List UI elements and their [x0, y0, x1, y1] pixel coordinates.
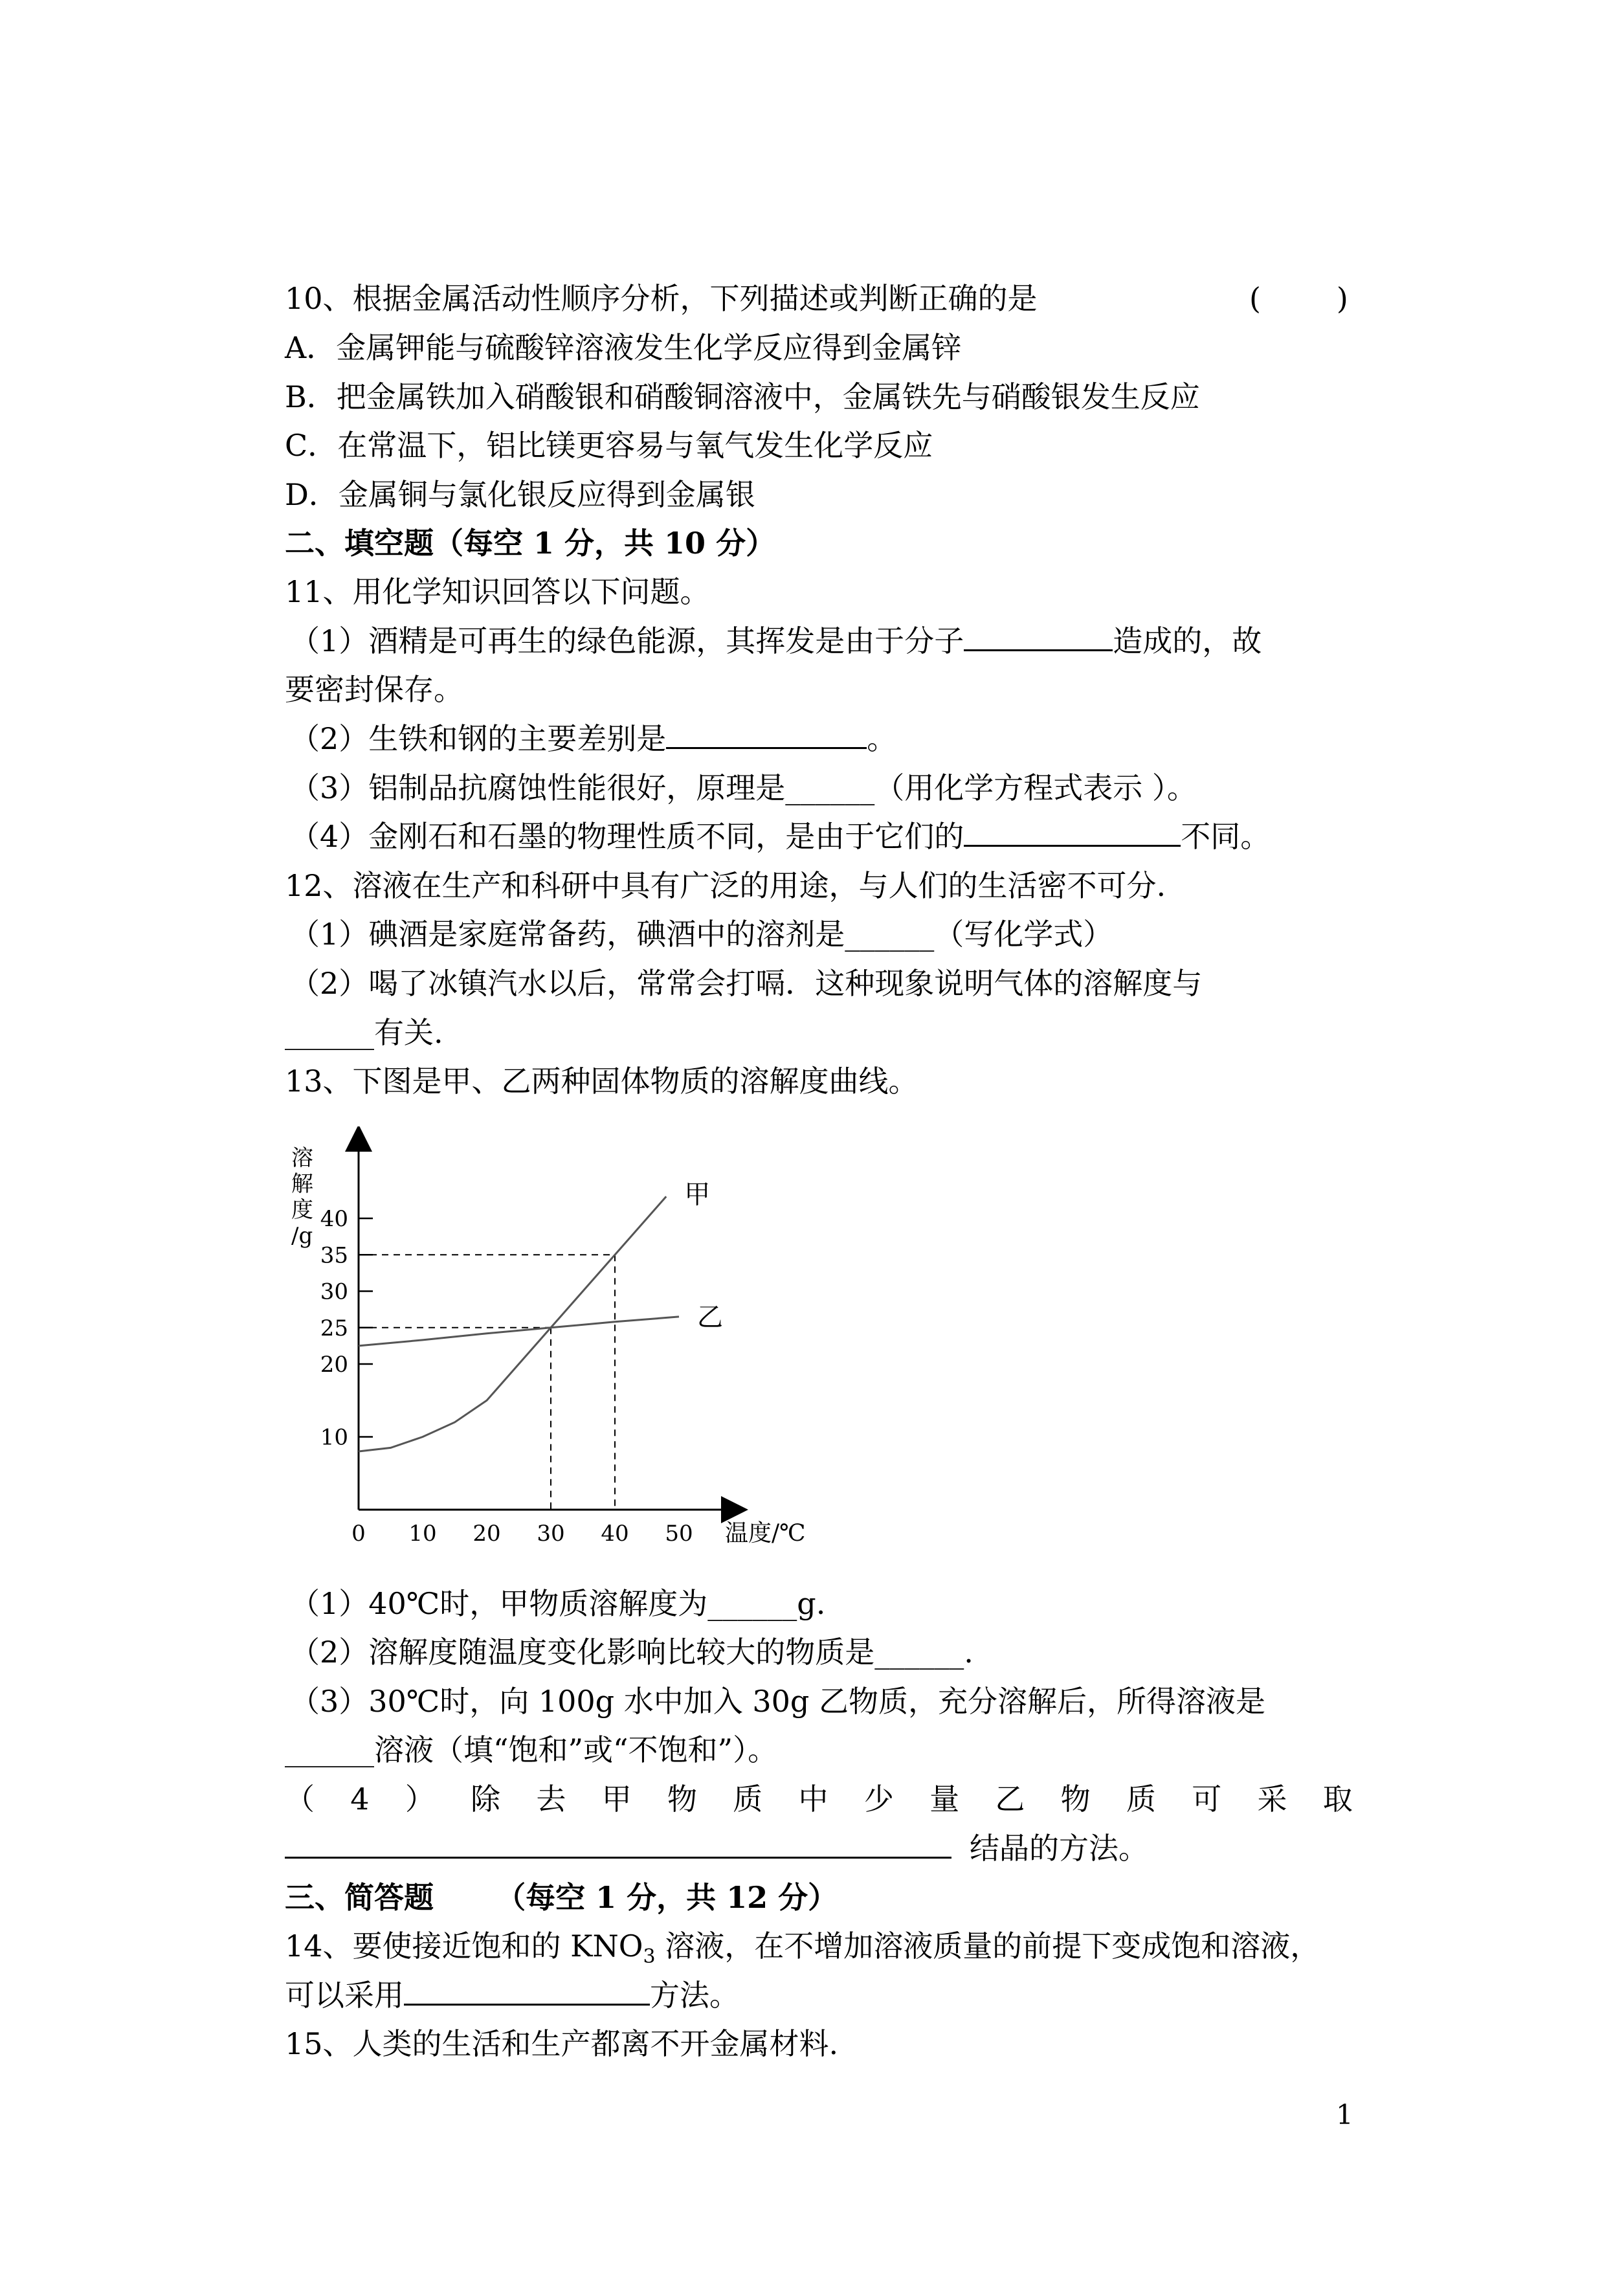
q12-blank-2[interactable]: ______ — [285, 1015, 374, 1050]
x-tick-label: 30 — [537, 1521, 565, 1547]
q13-part4-char: 采 — [1257, 1782, 1287, 1817]
q12-part2: （2）喝了冰镇汽水以后，常常会打嗝．这种现象说明气体的溶解度与 — [290, 966, 1203, 1001]
q11-part2: （2）生铁和钢的主要差别是 。 — [290, 715, 1358, 763]
q11-blank-4[interactable] — [964, 815, 1181, 847]
q13-part4-char: 乙 — [995, 1782, 1025, 1817]
q13-part4-char: 质 — [733, 1782, 763, 1817]
q12-part2-cont: ______有关. — [285, 1015, 443, 1050]
y-axis-title — [291, 1145, 313, 1249]
y-tick-label: 10 — [320, 1424, 348, 1451]
q11-part3: （3）铝制品抗腐蚀性能很好，原理是______（用化学方程式表示 ）。 — [290, 770, 1197, 805]
svg-text:/g: /g — [291, 1223, 313, 1249]
x-axis-title: 温度/℃ — [725, 1520, 806, 1547]
q13-blank-3[interactable]: ______ — [285, 1732, 374, 1767]
series-line-1 — [359, 1196, 666, 1451]
x-tick-label: 50 — [665, 1521, 693, 1547]
q11-stem: 11、用化学知识回答以下问题。 — [285, 574, 710, 609]
x-tick-label: 10 — [408, 1521, 437, 1547]
q10-option-d: D．金属铜与氯化银反应得到金属银 — [285, 477, 755, 512]
q13-part4-char: ） — [405, 1782, 435, 1817]
q13-part4 — [285, 1775, 1353, 1823]
q15-stem: 15、人类的生活和生产都离不开金属材料. — [285, 2026, 839, 2061]
q13-blank-4[interactable] — [285, 1827, 951, 1859]
q13-part3-cont: ______溶液（填“饱和”或“不饱和”）。 — [285, 1732, 778, 1767]
q10-answer-paren[interactable]: ( ) — [1249, 281, 1348, 316]
page-number: 1 — [1336, 2099, 1353, 2131]
y-tick-label: 30 — [320, 1279, 348, 1305]
q13-part4-char: 4 — [350, 1782, 370, 1817]
q10-stem: 10、根据金属活动性顺序分析，下列描述或判断正确的是 — [285, 281, 1038, 316]
q13-part4-char: （ — [285, 1782, 315, 1817]
solubility-chart — [278, 1126, 848, 1554]
q12-blank-1[interactable]: ______ — [845, 917, 935, 952]
q13-part4-char: 中 — [798, 1782, 829, 1817]
q13-part4-char: 物 — [1060, 1782, 1091, 1817]
q11-part1-cont: 要密封保存。 — [285, 672, 463, 707]
svg-text:度: 度 — [291, 1197, 313, 1223]
q10-option-b: B．把金属铁加入硝酸银和硝酸铜溶液中，金属铁先与硝酸银发生反应 — [285, 379, 1200, 414]
y-tick-label: 35 — [320, 1242, 348, 1269]
q11-blank-1[interactable] — [964, 620, 1113, 651]
series-line-2 — [359, 1317, 679, 1346]
q13-blank-1[interactable]: ______ — [707, 1586, 797, 1621]
svg-text:解: 解 — [291, 1171, 313, 1197]
q13-part1: （1）40℃时，甲物质溶解度为______g. — [290, 1586, 826, 1621]
x-tick-label: 40 — [601, 1521, 629, 1547]
y-tick-label: 25 — [320, 1315, 348, 1341]
q13-stem: 13、下图是甲、乙两种固体物质的溶解度曲线。 — [285, 1064, 918, 1099]
x-tick-label: 20 — [473, 1521, 501, 1547]
y-tick-label: 20 — [320, 1352, 348, 1378]
q13-blank-2[interactable]: ______ — [874, 1635, 964, 1670]
q11-part4: （4）金刚石和石墨的物理性质不同，是由于它们的 不同。 — [290, 812, 1358, 860]
svg-text:溶: 溶 — [291, 1145, 313, 1171]
q11-blank-2[interactable] — [666, 717, 867, 749]
q12-part1: （1）碘酒是家庭常备药，碘酒中的溶剂是______（写化学式） — [290, 917, 1113, 952]
series-label-1: 甲 — [684, 1180, 711, 1210]
q13-part4-char: 量 — [929, 1782, 960, 1817]
q13-part4-char: 除 — [471, 1782, 501, 1817]
q14-line1: 14、要使接近饱和的 $KNO_3$ 溶液，在不增加溶液质量的前提下变成饱和溶液， — [285, 1929, 1320, 1969]
q11-part1: （1）酒精是可再生的绿色能源，其挥发是由于分子 造成的，故 — [290, 617, 1358, 665]
q12-stem: 12、溶液在生产和科研中具有广泛的用途，与人们的生活密不可分. — [285, 868, 1166, 903]
q13-part4-char: 少 — [863, 1782, 894, 1817]
q14-line2: 可以采用 方法。 — [285, 1971, 1353, 2019]
q13-part4-cont: 结晶的方法。 — [285, 1824, 1353, 1872]
q13-part3: （3）30℃时，向 100g 水中加入 30g 乙物质，充分溶解后，所得溶液是 — [290, 1684, 1265, 1719]
q10-option-c: C．在常温下，铝比镁更容易与氧气发生化学反应 — [285, 428, 933, 463]
q13-part4-char: 质 — [1126, 1782, 1156, 1817]
q10-option-a: A．金属钾能与硫酸锌溶液发生化学反应得到金属锌 — [285, 330, 962, 365]
q13-part4-char: 可 — [1192, 1782, 1222, 1817]
q13-part4-char: 取 — [1322, 1782, 1353, 1817]
y-tick-label: 40 — [320, 1206, 348, 1232]
section2-title: 二、填空题（每空 1 分，共 10 分） — [285, 526, 776, 561]
q13-part2: （2）溶解度随温度变化影响比较大的物质是______. — [290, 1635, 973, 1670]
q13-part4-char: 甲 — [601, 1782, 632, 1817]
q13-part4-char: 物 — [667, 1782, 697, 1817]
q13-part4-char: 去 — [536, 1782, 566, 1817]
series-label-2: 乙 — [697, 1302, 723, 1332]
section3-title: 三、简答题 （每空 1 分，共 12 分） — [285, 1880, 838, 1915]
q11-blank-3[interactable]: ______ — [785, 770, 875, 805]
x-tick-label: 0 — [351, 1521, 366, 1547]
q14-blank[interactable] — [404, 1974, 650, 2006]
